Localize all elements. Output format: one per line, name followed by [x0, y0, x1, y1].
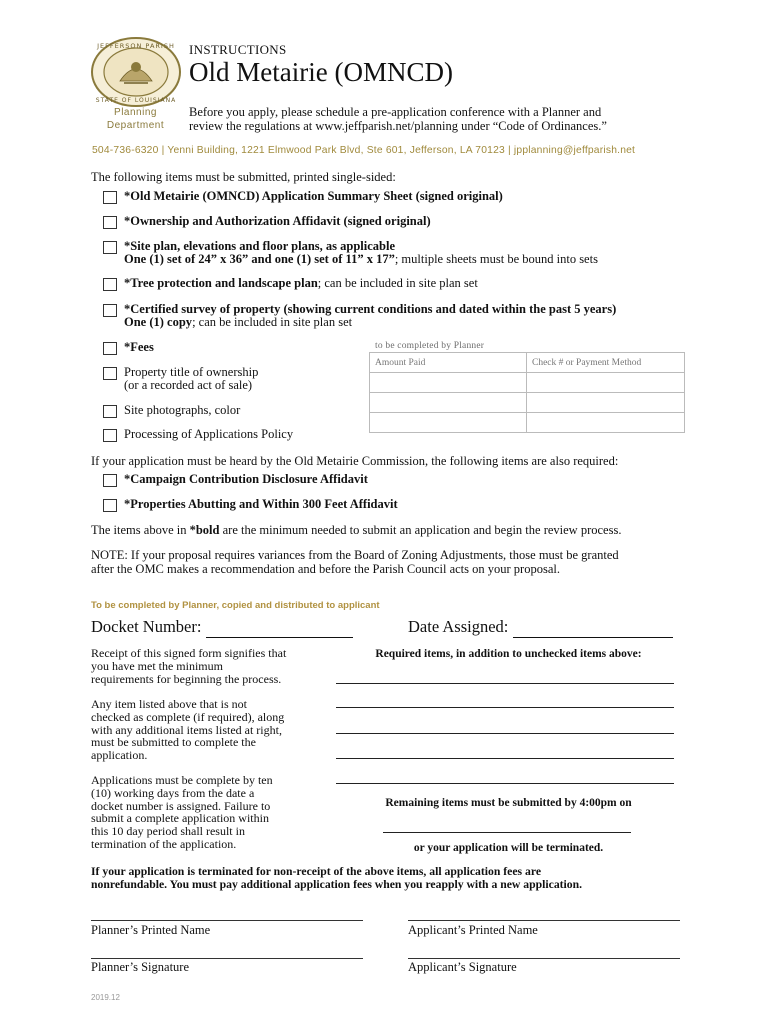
intro-text: Before you apply, please schedule a pre-application conference with a Planner and review the regulations at www.jeffparish.net/planning under “Code of Ordinances.”	[189, 105, 607, 133]
checklist-item: *Fees	[103, 341, 154, 354]
fee-cell[interactable]	[527, 373, 685, 393]
page-title: Old Metairie (OMNCD)	[189, 57, 453, 87]
docket-number-input[interactable]	[206, 617, 353, 638]
checkbox[interactable]	[103, 499, 117, 512]
fee-cell[interactable]	[370, 373, 527, 393]
required-item-line[interactable]	[336, 758, 674, 759]
date-assigned-field: Date Assigned:	[408, 617, 673, 638]
checklist-item: *Ownership and Authorization Affidavit (signed original)	[103, 215, 431, 228]
checklist-item: *Site plan, elevations and floor plans, as applicable One (1) set of 24” x 36” and one (1) set of 11” x 17”; multiple sheets must be bound into sets	[103, 240, 598, 266]
svg-text:STATE OF LOUISIANA: STATE OF LOUISIANA	[95, 97, 177, 104]
fee-cell[interactable]	[527, 413, 685, 433]
required-item-line[interactable]	[336, 783, 674, 784]
checkbox[interactable]	[103, 278, 117, 291]
planner-section-heading: To be completed by Planner, copied and distributed to applicant	[91, 600, 380, 611]
deadline-date-line[interactable]	[383, 832, 631, 833]
applicant-printed-name-label: Applicant’s Printed Name	[408, 923, 538, 937]
checklist-item: *Properties Abutting and Within 300 Feet Affidavit	[103, 498, 398, 511]
planner-name-line[interactable]	[91, 920, 363, 921]
checklist-item: Property title of ownership (or a recorded act of sale)	[103, 366, 258, 392]
instructions-label: INSTRUCTIONS	[189, 42, 287, 57]
applicant-signature-label: Applicant’s Signature	[408, 960, 517, 974]
applicant-name-line[interactable]	[408, 920, 680, 921]
fee-header-method: Check # or Payment Method	[527, 353, 685, 373]
termination-text: or your application will be terminated.	[413, 842, 604, 854]
fee-cell[interactable]	[370, 413, 527, 433]
fee-cell[interactable]	[370, 393, 527, 413]
date-assigned-input[interactable]	[513, 617, 673, 638]
fee-header-amount: Amount Paid	[370, 353, 527, 373]
checkbox[interactable]	[103, 342, 117, 355]
checkbox[interactable]	[103, 405, 117, 418]
required-item-line[interactable]	[336, 707, 674, 708]
minimum-note: The items above in *bold are the minimum needed to submit an application and begin the review process.	[91, 523, 622, 537]
checklist-item: Site photographs, color	[103, 404, 240, 417]
version-footer: 2019.12	[91, 993, 120, 1002]
complete-text: Applications must be complete by ten (10) working days from the date a docket number is assigned. Failure to submit a complete application within this 10 day period shall result in termination of the application.	[91, 773, 273, 851]
checklist-item: Processing of Applications Policy	[103, 428, 293, 441]
checkbox[interactable]	[103, 367, 117, 380]
checkbox[interactable]	[103, 216, 117, 229]
variance-note: NOTE: If your proposal requires variances from the Board of Zoning Adjustments, those must be granted after the OMC makes a recommendation and before the Parish Council acts on your proposal.	[91, 548, 619, 576]
planner-signature-line[interactable]	[91, 958, 363, 959]
docket-number-field: Docket Number:	[91, 617, 353, 638]
checklist-item: *Certified survey of property (showing current conditions and dated within the past 5 years) One (1) copy; can be included in site plan set	[103, 303, 616, 329]
jefferson-parish-seal-logo	[90, 37, 182, 107]
checklist-item: *Campaign Contribution Disclosure Affidavit	[103, 473, 368, 486]
fees-table	[369, 352, 685, 433]
table-row	[370, 373, 685, 393]
department-label: Planning Department	[106, 107, 165, 131]
required-item-line[interactable]	[336, 683, 674, 684]
nonrefundable-warning: If your application is terminated for non-receipt of the above items, all application fees are nonrefundable. You must pay additional application fees when you reapply with a new application.	[91, 865, 583, 891]
planner-printed-name-label: Planner’s Printed Name	[91, 923, 211, 937]
planner-note: to be completed by Planner	[375, 341, 485, 351]
checkbox[interactable]	[103, 429, 117, 442]
svg-text:JEFFERSON PARISH: JEFFERSON PARISH	[97, 42, 175, 50]
required-items-heading: Required items, in addition to unchecked items above:	[375, 648, 642, 660]
applicant-signature-line[interactable]	[408, 958, 680, 959]
checkbox[interactable]	[103, 191, 117, 204]
receipt-text: Receipt of this signed form signifies that you have met the minimum requirements for beginning the process.	[91, 646, 287, 686]
remaining-deadline-text: Remaining items must be submitted by 4:00pm on	[385, 797, 632, 809]
any-item-text: Any item listed above that is not checked as complete (if required), along with any additional items listed at right, must be submitted to complete the application.	[91, 697, 285, 763]
planner-signature-label: Planner’s Signature	[91, 960, 190, 974]
commission-lead: If your application must be heard by the Old Metairie Commission, the following items are also required:	[91, 454, 619, 468]
checklist-item: *Old Metairie (OMNCD) Application Summary Sheet (signed original)	[103, 190, 503, 203]
checkbox[interactable]	[103, 241, 117, 254]
table-row	[370, 413, 685, 433]
checkbox[interactable]	[103, 304, 117, 317]
checkbox[interactable]	[103, 474, 117, 487]
checklist-item: *Tree protection and landscape plan; can be included in site plan set	[103, 277, 478, 290]
table-row	[370, 393, 685, 413]
checklist-lead: The following items must be submitted, printed single-sided:	[91, 170, 396, 184]
contact-line: 504-736-6320 | Yenni Building, 1221 Elmwood Park Blvd, Ste 601, Jefferson, LA 70123 | jpplanning@jeffparish.net	[92, 145, 636, 156]
required-item-line[interactable]	[336, 733, 674, 734]
fee-cell[interactable]	[527, 393, 685, 413]
table-row	[370, 353, 685, 373]
